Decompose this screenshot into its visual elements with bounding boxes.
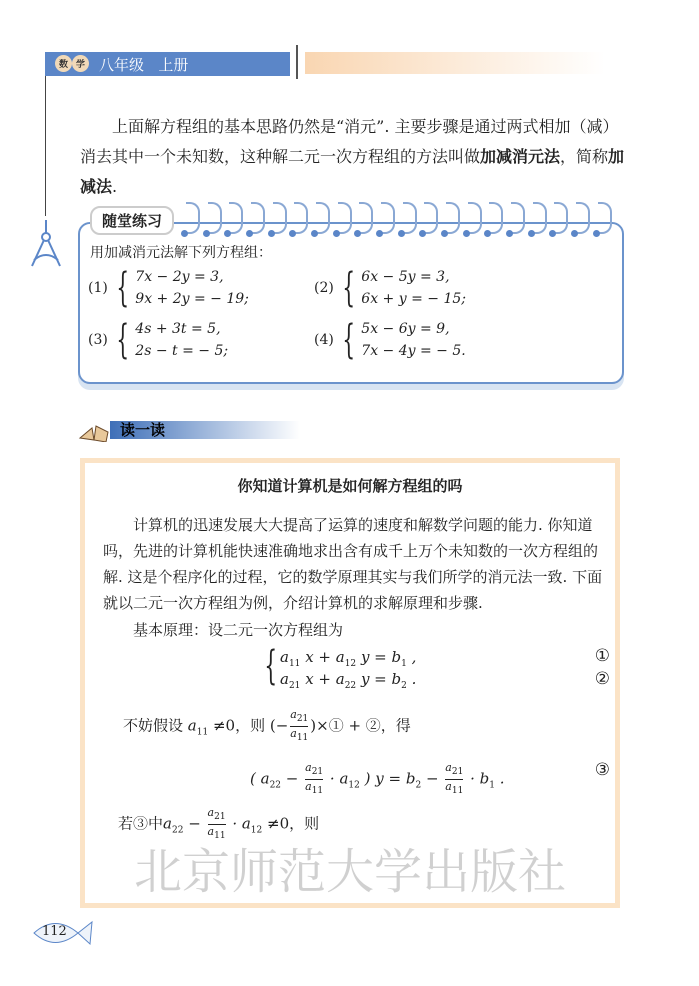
reading-paragraph-2: 基本原理：设二元一次方程组为 xyxy=(133,621,344,639)
page-number: 112 xyxy=(42,924,67,939)
equation: 7x − 4y = − 5. xyxy=(361,343,466,359)
brace: { xyxy=(116,317,129,363)
m: $a_{21}$ xyxy=(290,708,308,727)
m: ) y = b xyxy=(359,769,416,788)
brace: { xyxy=(116,265,129,311)
m: 21 xyxy=(288,681,301,691)
item-number: (4) xyxy=(314,332,334,348)
equation: 2s − t = − 5; xyxy=(135,343,229,359)
reading-title: 你知道计算机是如何解方程组的吗 xyxy=(237,477,463,495)
practice-label: 随堂练习 xyxy=(90,206,174,235)
m: $a_{11}$ xyxy=(445,780,464,797)
m: − xyxy=(421,769,444,788)
m: 不妨假设 xyxy=(123,716,188,735)
fraction xyxy=(290,708,308,745)
equation-system xyxy=(264,643,610,692)
math-logo xyxy=(55,55,89,73)
m: a xyxy=(280,670,289,688)
assumption-line xyxy=(123,708,411,745)
item-number: (2) xyxy=(314,280,334,296)
m: · a xyxy=(227,814,251,833)
equations xyxy=(361,266,466,310)
spiral-ring xyxy=(273,202,287,234)
fraction xyxy=(445,761,463,798)
m: 2 xyxy=(415,780,422,791)
m: x + a xyxy=(305,670,345,688)
m: 1 xyxy=(489,780,495,791)
fraction xyxy=(208,806,226,843)
m: 22 xyxy=(344,681,357,691)
intro-text: ，简称 xyxy=(560,147,609,166)
item-number: (1) xyxy=(88,280,108,296)
spiral-ring xyxy=(468,202,482,234)
equation: 4s + 3t = 5, xyxy=(135,321,221,337)
m: · a xyxy=(325,769,349,788)
book-icon xyxy=(78,418,110,442)
equation-mark-1: ① xyxy=(594,646,610,666)
m: 12 xyxy=(250,825,263,836)
m: $a_{11}$ xyxy=(207,825,226,842)
logo-char: 数 xyxy=(55,55,72,72)
brace: { xyxy=(342,317,355,363)
spiral-ring xyxy=(554,202,568,234)
equations xyxy=(361,318,465,362)
m: $a_{11}$ xyxy=(305,780,324,797)
volume-label: 上册 xyxy=(158,55,189,74)
m: 11 xyxy=(196,727,209,738)
spiral-ring xyxy=(533,202,547,234)
m: − xyxy=(281,769,304,788)
equation-3-body xyxy=(250,761,504,798)
brace: { xyxy=(342,265,355,311)
spiral-ring xyxy=(598,202,612,234)
fraction xyxy=(305,761,323,798)
spiral-ring xyxy=(511,202,525,234)
spiral-ring xyxy=(186,202,200,234)
spiral-rings xyxy=(186,202,612,238)
m: 12 xyxy=(344,659,357,669)
m: 1 xyxy=(401,659,407,669)
m: 2 xyxy=(401,681,407,691)
m: x + a xyxy=(305,648,345,666)
m: 11 xyxy=(288,659,301,669)
m: $a_{11}$ xyxy=(290,727,309,744)
equation: 7x − 2y = 3, xyxy=(135,269,224,285)
equation: 9x + 2y = − 19; xyxy=(135,291,249,307)
term-bold: 加减法 xyxy=(80,147,625,196)
equation-mark-3: ③ xyxy=(594,760,610,780)
spiral-ring xyxy=(229,202,243,234)
equation: 5x − 6y = 9, xyxy=(361,321,450,337)
spiral-ring xyxy=(403,202,417,234)
item-number: (3) xyxy=(88,332,108,348)
compass-icon xyxy=(28,220,64,270)
spiral-ring xyxy=(208,202,222,234)
header-gradient xyxy=(305,52,605,74)
equation-system-4 xyxy=(314,318,466,362)
spiral-ring xyxy=(316,202,330,234)
spiral-ring xyxy=(489,202,503,234)
equation-3 xyxy=(250,757,610,797)
m: . xyxy=(406,670,417,688)
m: 22 xyxy=(269,780,282,791)
reading-label: 读一读 xyxy=(110,421,300,439)
m: , xyxy=(406,648,417,666)
m: ( a xyxy=(250,769,270,788)
spiral-ring xyxy=(294,202,308,234)
spiral-ring xyxy=(576,202,590,234)
m: $a_{21}$ xyxy=(208,806,226,825)
equation-system-1 xyxy=(88,266,249,310)
spiral-ring xyxy=(359,202,373,234)
practice-instruction: 用加减消元法解下列方程组： xyxy=(90,245,272,261)
m: )×① + ②，得 xyxy=(310,716,411,735)
m: y = b xyxy=(360,648,402,666)
logo-char: 学 xyxy=(72,55,89,72)
m: $a_{21}$ xyxy=(305,761,323,780)
m: − xyxy=(183,814,206,833)
m: 12 xyxy=(348,780,360,791)
equation-2 xyxy=(280,670,416,691)
reading-header xyxy=(78,418,300,442)
m: y = b xyxy=(360,670,402,688)
equations xyxy=(135,318,228,362)
header-bar xyxy=(45,52,290,76)
equation-system-3 xyxy=(88,318,228,362)
intro-paragraph xyxy=(80,112,632,202)
m: 若③中 xyxy=(118,814,164,833)
header-divider xyxy=(296,45,298,79)
intro-text: 上面解方程组的基本思路仍然是“消元”. 主要步骤是通过两式相加（减）消去其中一个未知数，这种解二元一次方程组的方法叫做 xyxy=(80,117,619,166)
condition-line xyxy=(118,806,319,843)
page-number-badge xyxy=(30,918,90,948)
m: a xyxy=(280,648,289,666)
m: · b xyxy=(465,769,490,788)
m: . xyxy=(494,769,505,788)
equation: 6x + y = − 15; xyxy=(361,291,466,307)
m: ≠0，则 xyxy=(262,814,320,833)
watermark: 北京师范大学出版社 xyxy=(133,844,566,900)
term-bold: 加减消元法 xyxy=(480,147,561,166)
intro-text: . xyxy=(112,177,118,196)
m: a xyxy=(187,716,197,735)
spiral-ring xyxy=(424,202,438,234)
grade-label: 八年级 xyxy=(99,55,145,74)
m: $a_{21}$ xyxy=(445,761,463,780)
spiral-ring xyxy=(251,202,265,234)
m: 22 xyxy=(171,825,184,836)
equation-mark-2: ② xyxy=(594,669,610,689)
m: a xyxy=(163,814,172,833)
margin-line xyxy=(45,76,46,216)
equation-1 xyxy=(280,648,416,669)
reading-paragraph-1: 计算机的迅速发展大大提高了运算的速度和解数学问题的能力. 你知道吗，先进的计算机能快速准确地求出含有成千上万个未知数的一次方程组的解. 这是个程序化的过程，它的数学原理其实与我们所学的消元法一致. 下面就以二元一次方程组为例，介绍计算机的求解原理和步骤. xyxy=(103,516,603,612)
brace: { xyxy=(264,643,278,689)
equations xyxy=(135,266,249,310)
m: ≠0，则 (− xyxy=(208,716,289,735)
equation-system-2 xyxy=(314,266,466,310)
spiral-ring xyxy=(338,202,352,234)
spiral-ring xyxy=(381,202,395,234)
equation: 6x − 5y = 3, xyxy=(361,269,450,285)
spiral-ring xyxy=(446,202,460,234)
